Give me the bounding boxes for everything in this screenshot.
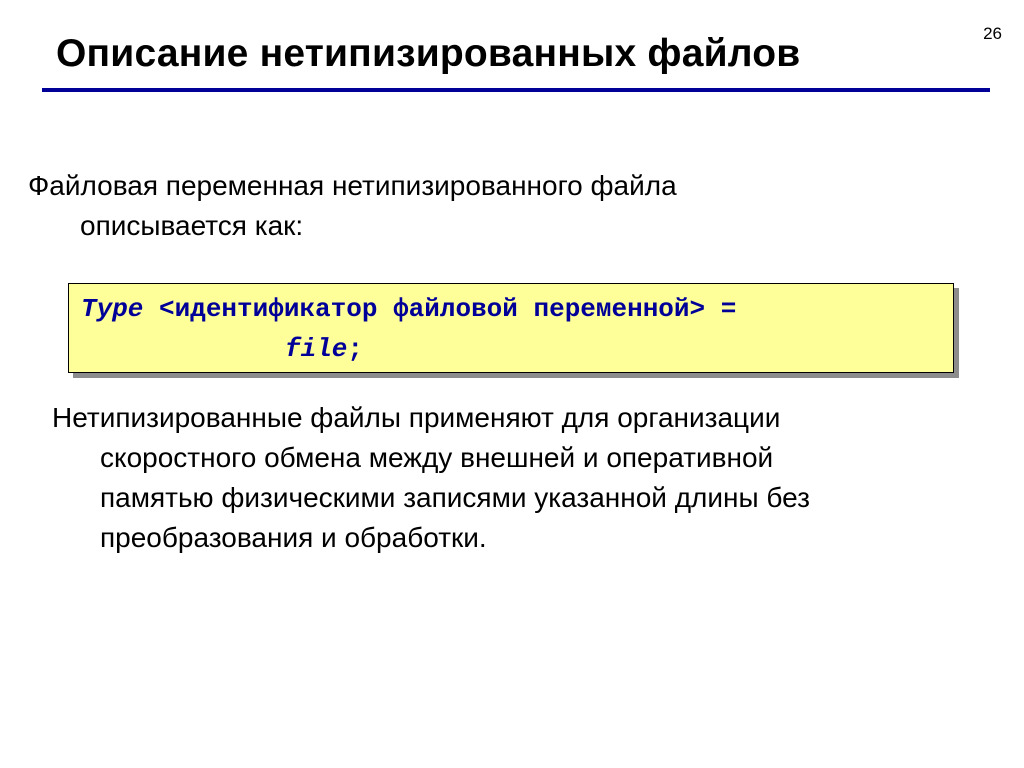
body-line: скоростного обмена между внешней и оперативной bbox=[100, 442, 774, 473]
code-line bbox=[285, 332, 363, 366]
body-paragraph bbox=[52, 398, 810, 558]
code-semicolon: ; bbox=[347, 334, 364, 364]
body-line: преобразования и обработки. bbox=[100, 522, 487, 553]
intro-paragraph bbox=[28, 166, 677, 246]
code-block bbox=[68, 283, 954, 373]
code-line bbox=[81, 292, 736, 326]
slide-number: 26 bbox=[983, 24, 1002, 43]
code-keyword-type: Type bbox=[81, 294, 144, 324]
body-line: памятью физическими записями указанной длины без bbox=[100, 482, 810, 513]
intro-line: Файловая переменная нетипизированного файла bbox=[28, 170, 677, 201]
code-keyword-file: file bbox=[285, 334, 348, 364]
title-divider bbox=[42, 88, 990, 92]
intro-line: описывается как: bbox=[80, 210, 304, 241]
body-line: Нетипизированные файлы применяют для организации bbox=[52, 402, 781, 433]
slide-title: Описание нетипизированных файлов bbox=[56, 32, 801, 75]
code-declaration: <идентификатор файловой переменной> = bbox=[143, 294, 737, 324]
